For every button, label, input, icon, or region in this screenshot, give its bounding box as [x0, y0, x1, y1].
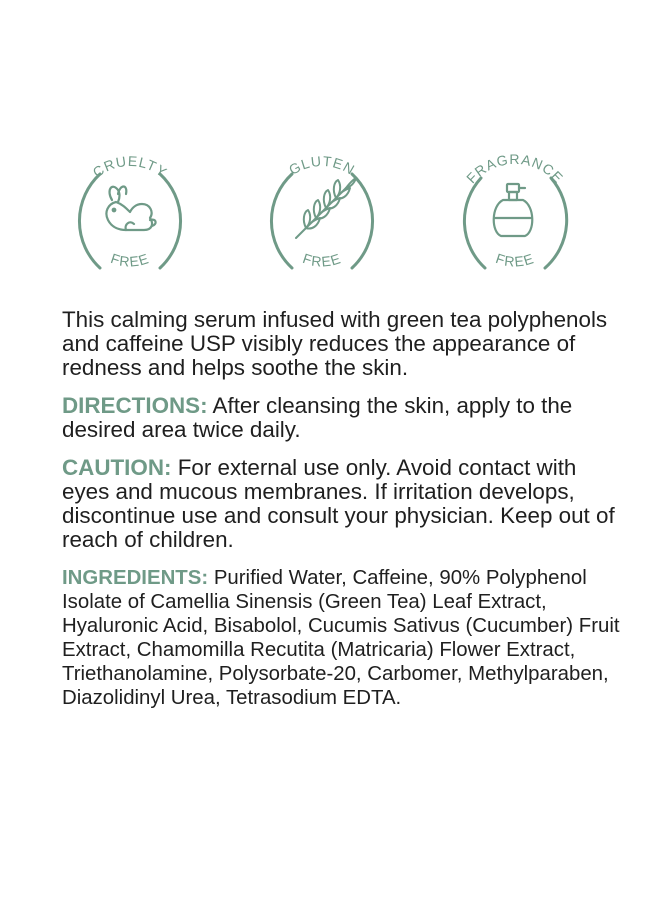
badge-bottom-text: FREE — [108, 250, 152, 270]
badge-ring — [160, 174, 181, 268]
product-copy — [62, 308, 622, 724]
free-badges-row — [0, 138, 660, 288]
cruelty-free-badge — [60, 138, 200, 288]
caution-paragraph — [62, 456, 622, 552]
directions-paragraph — [62, 394, 622, 442]
rabbit-icon — [106, 187, 155, 231]
product-description: This calming serum infused with green tea polyphenols and caffeine USP visibly reduces the appearance of redness and helps soothe the skin. — [62, 307, 608, 380]
ingredients-paragraph — [62, 566, 622, 710]
badge-top-text: CRUELTY — [89, 152, 171, 181]
gluten-free-badge — [252, 138, 392, 288]
badge-ring — [545, 178, 567, 268]
ingredients-text: Purified Water, Caffeine, 90% Polyphenol Isolate of Camellia Sinensis (Green Tea) Leaf Extract, Hyaluronic Acid, Bisabolol, Cucumis Sativus (Cucumber) Fruit Extract, Chamomilla Recutita (Matricaria) Flower Extract, Triethanolamine, Polysorbate-20, Carbomer, Methylparaben, Diazolidinyl Urea, Tetrasodium EDTA. — [62, 567, 620, 709]
wheat-leaf-icon — [296, 178, 356, 238]
caution-text: For external use only. Avoid contact with eyes and mucous membranes. If irritation develops, discontinue use and consult your physician. Keep out of reach of children. — [62, 455, 615, 552]
badge-bottom-text: FREE — [493, 250, 537, 270]
badge-top-text: GLUTEN — [286, 152, 358, 178]
caution-heading: CAUTION: — [62, 455, 172, 480]
directions-heading: DIRECTIONS: — [62, 393, 208, 418]
perfume-bottle-icon — [494, 184, 533, 236]
fragrance-free-badge — [445, 138, 585, 288]
directions-text: After cleansing the skin, apply to the desired area twice daily. — [62, 393, 573, 442]
badge-ring — [352, 174, 373, 268]
badge-ring — [271, 174, 292, 268]
badge-ring — [464, 178, 485, 268]
ingredients-heading: INGREDIENTS: — [62, 567, 209, 589]
badge-ring — [79, 174, 100, 268]
badge-top-text: FRAGRANCE — [463, 150, 567, 187]
badge-bottom-text: FREE — [300, 250, 344, 270]
